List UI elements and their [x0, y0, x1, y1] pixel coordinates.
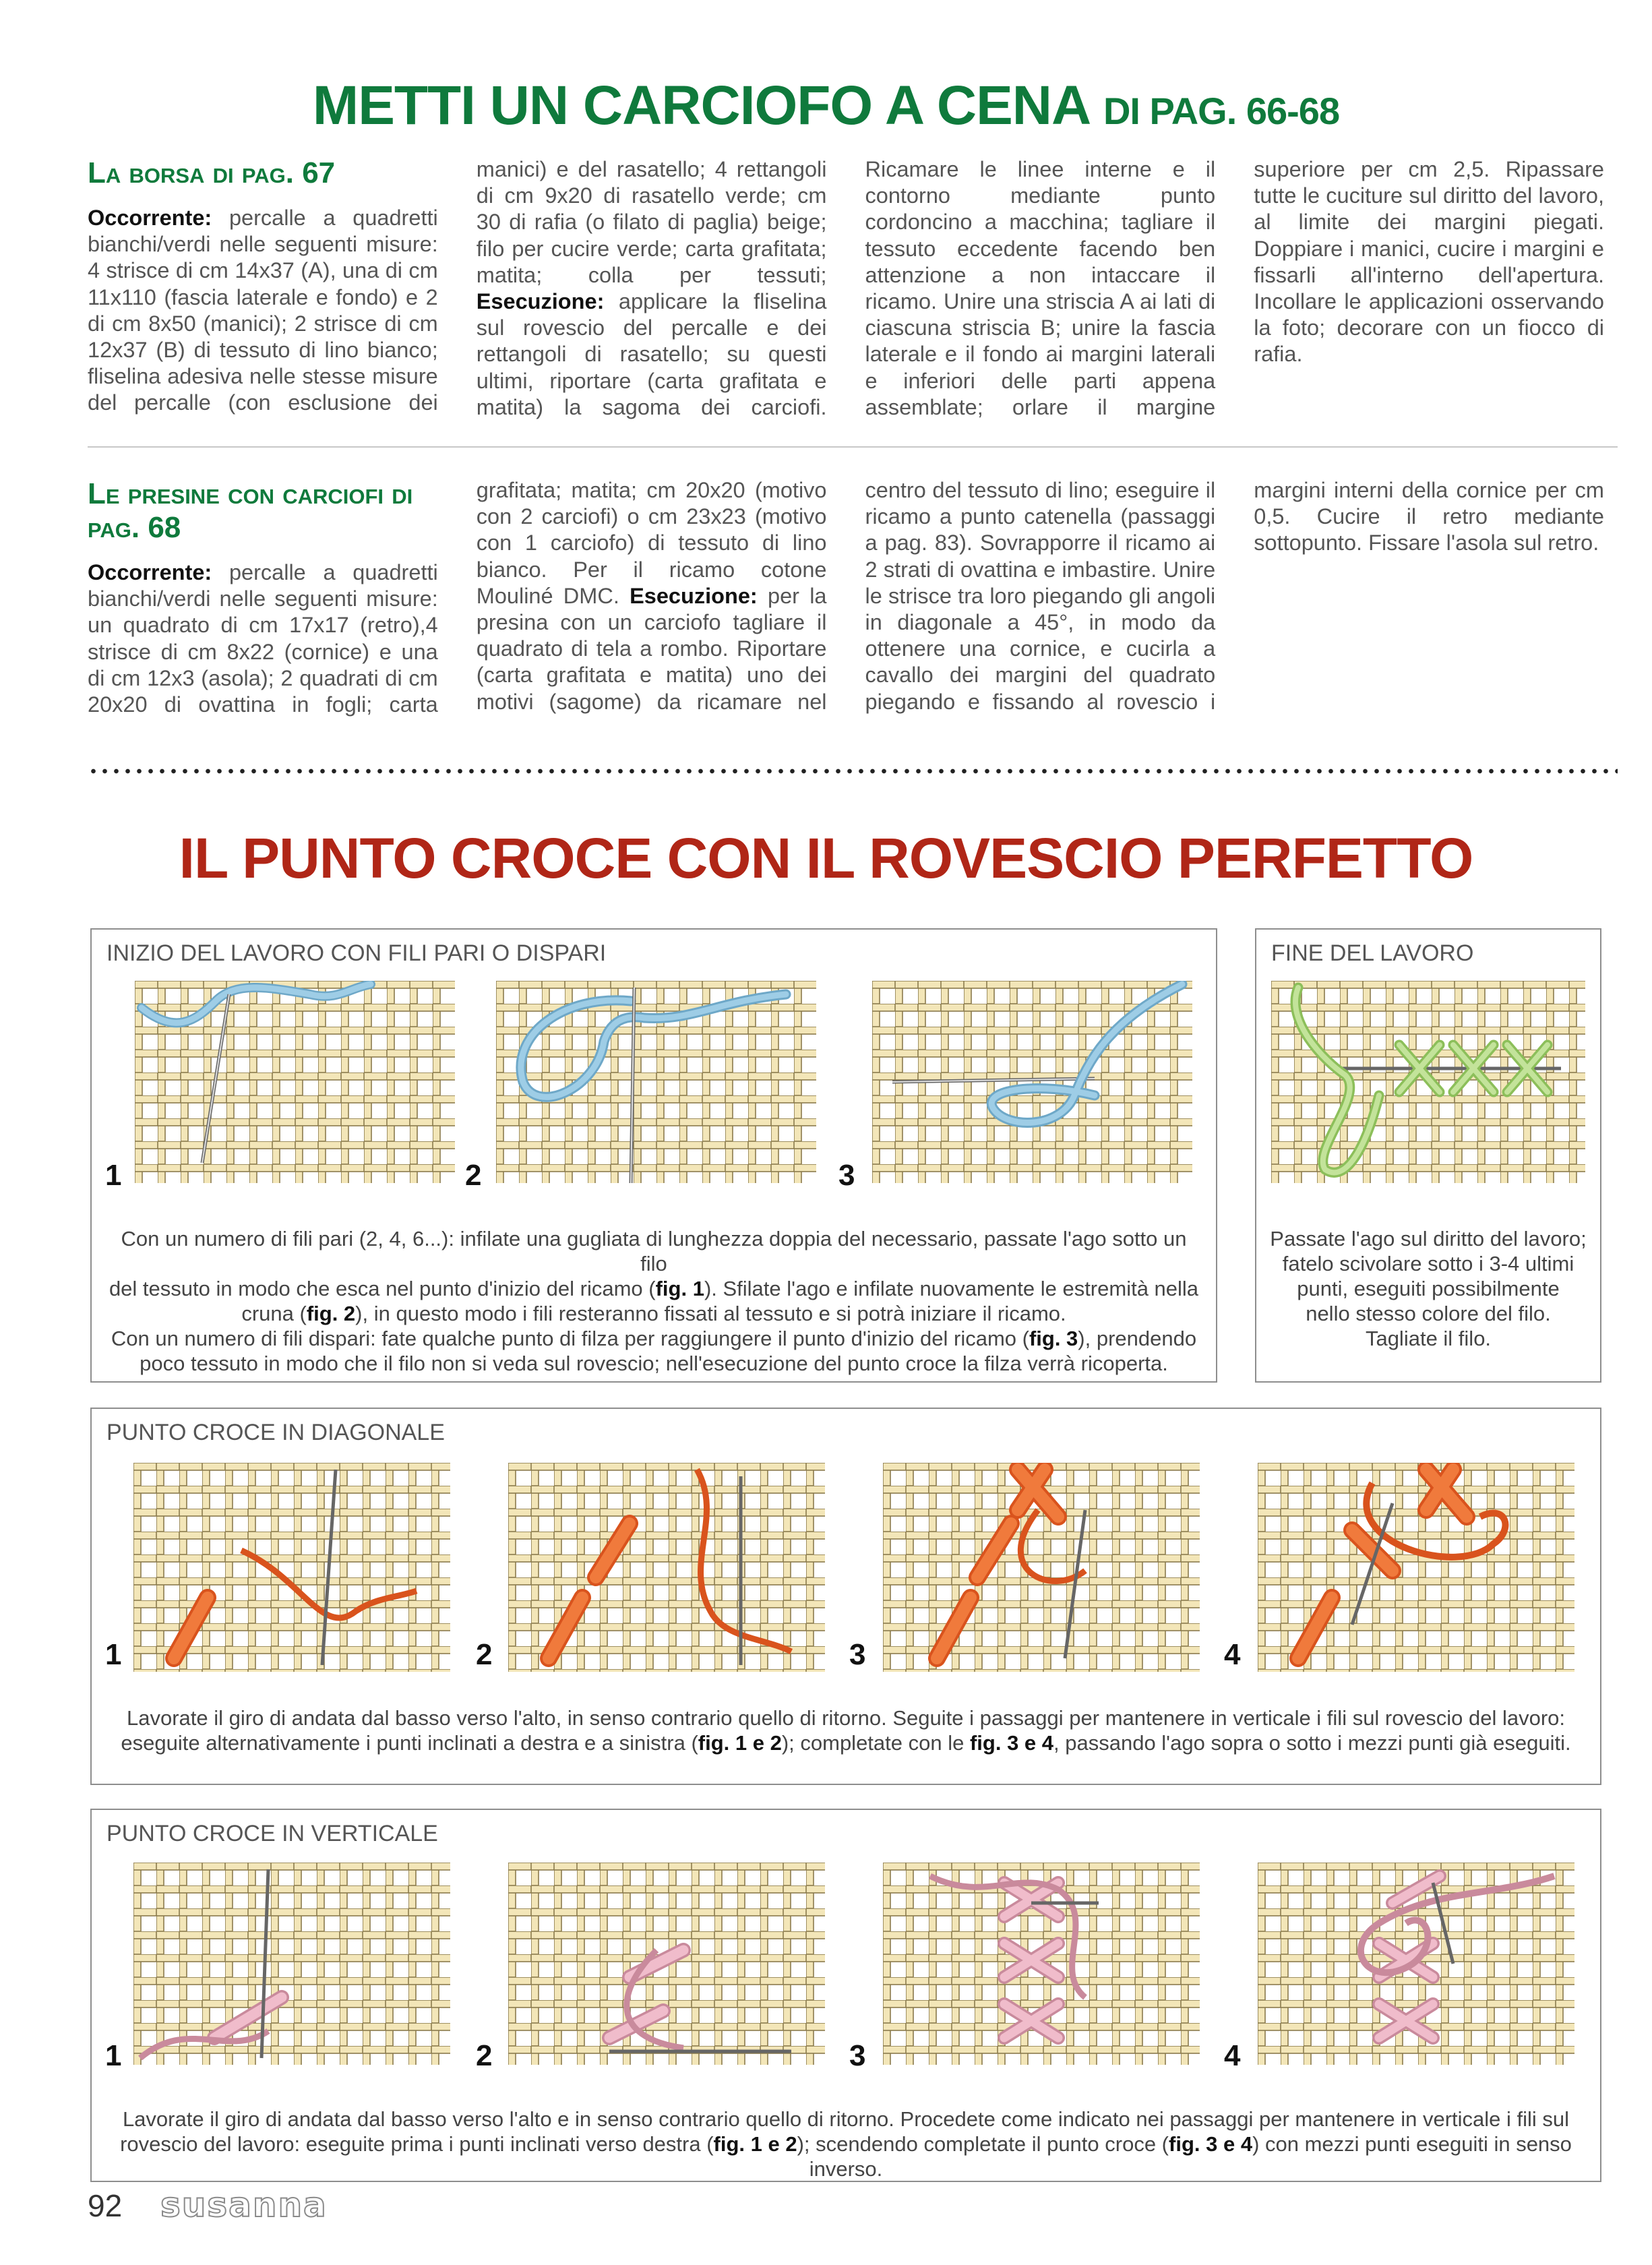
caption-text: Con un numero di fili dispari: fate qualche punto di filza per raggiungere il punto d'inizio del ricamo ( [111, 1327, 1029, 1350]
fig-ref: fig. 1 [655, 1277, 704, 1300]
section-divider [88, 446, 1618, 448]
caption-text: ). Sfilate l'ago e infilate nuovamente le estremità nella [704, 1277, 1199, 1300]
fig-inizio-1 [135, 981, 455, 1183]
panel-fine-caption [1263, 1226, 1593, 1351]
caption-text: ) con mezzi punti eseguiti in senso inverso. [809, 2132, 1572, 2181]
presine-heading: Le presine con carciofi di pag. 68 [88, 477, 413, 544]
caption-line [105, 2132, 1587, 2181]
presine-occ-label: Occorrente: [88, 560, 212, 584]
panel-inizio-caption [105, 1226, 1202, 1376]
borsa-occ-text: percalle a quadretti bianchi/verdi nelle seguenti misure: 4 strisce di cm 14x37 (A), una di cm 11x110 (fascia laterale e fondo) e 2 di cm 8x50 (manici); 2 strisce di cm 12x37 (B) di tessuto di lino bianco; fliselina adesiva nelle stesse misure del percalle (con esclusione dei manici) e del rasatello; 4 rettangoli di cm 9x20 di rasatello verde; cm 30 di rafia (o filato di paglia) beige; filo per cucire verde; carta grafitata; matita; colla per tessuti; [88, 157, 827, 415]
article-title-main: METTI UN CARCIOFO A CENA [312, 75, 1089, 136]
fig-number: 3 [849, 2039, 866, 2072]
caption-line [105, 1301, 1202, 1326]
borsa-occ-label: Occorrente: [88, 206, 212, 230]
caption-line: Lavorate il giro di andata dal basso verso l'alto e in senso contrario quello di ritorno. Procedete come indicato nei passaggi per mantenere in verticale i fili sul [122, 2107, 1570, 2131]
fig-verticale-4 [1258, 1863, 1574, 2065]
fig-ref: fig. 2 [306, 1302, 356, 1325]
borsa-text-block [88, 156, 1604, 436]
borsa-exe-label: Esecuzione: [476, 289, 605, 314]
caption-line [105, 1326, 1202, 1351]
fig-ref: fig. 3 [1029, 1327, 1078, 1350]
panel-verticale [90, 1809, 1601, 2182]
magazine-brand: susanna [160, 2185, 328, 2225]
presine-exe-text: per la presina con un carciofo tagliare il quadrato di tela a rombo. Riportare (carta grafitata e matita) uno dei motivi (sagome) da ricamare nel centro del tessuto di lino; eseguire il ricamo a punto catenella (passaggi a pag. 83). Sovrapporre il ricamo ai 2 strati di ovattina e imbastire. Unire le strisce tra loro piegando gli angoli in diagonale a 45°, in modo da ottenere una cornice, e cucirla a cavallo dei margini del quadrato piegando e fissando al rovescio i margini interni della cornice per cm 0,5. Cucire il retro mediante sottopunto. Fissare l'asola sul retro. [476, 478, 1604, 714]
fig-ref: fig. 3 e 4 [969, 1731, 1054, 1755]
fig-number: 3 [849, 1638, 866, 1671]
fig-number: 1 [105, 1638, 122, 1671]
caption-line: Passate l'ago sul diritto del lavoro; [1270, 1227, 1587, 1250]
fig-number: 2 [476, 1638, 493, 1671]
fig-number: 2 [476, 2039, 493, 2072]
cross-stitch-title: IL PUNTO CROCE CON IL ROVESCIO PERFETTO [179, 826, 1473, 890]
panel-inizio [90, 928, 1217, 1383]
fig-verticale-3 [883, 1863, 1200, 2065]
panel-fine [1255, 928, 1601, 1383]
article-title-page-ref: DI PAG. 66-68 [1103, 90, 1340, 132]
caption-text: del tessuto in modo che esca nel punto d'inizio del ricamo ( [109, 1277, 656, 1300]
presine-occ-text: percalle a quadretti bianchi/verdi nelle seguenti misure: un quadrato di cm 17x17 (retro),4 strisce di cm 8x22 (cornice) e una di cm 12x3 (asola); 2 quadrati di cm 20x20 di ovattina in fogli; carta grafitata; matita; cm 20x20 (motivo con 2 carciofi) o cm 23x23 (motivo con 1 carciofo) di tessuto di lino bianco. Per il ricamo cotone Mouliné DMC. [88, 478, 827, 717]
caption-line: Lavorate il giro di andata dal basso verso l'alto, in senso contrario quello di ritorno. Seguite i passaggi per mantenere in verticale i fili sul rovescio del lavoro: [126, 1706, 1566, 1730]
fig-diagonale-2 [508, 1463, 825, 1672]
caption-line: fatelo scivolare sotto i 3-4 ultimi [1282, 1252, 1574, 1275]
caption-text: cruna ( [241, 1302, 307, 1325]
borsa-exe-text: applicare la fliselina sul rovescio del percalle e dei rettangoli di rasatello; su questi ultimi, riportare (carta grafitata e matita) la sagoma dei carciofi. Ricamare le linee interne e il contorno mediante punto cordoncino a macchina; tagliare il tessuto eccedente facendo ben attenzione a non intaccare il ricamo. Unire una striscia A ai lati di ciascuna striscia B; unire la fascia laterale e il fondo ai margini laterali e inferiori delle parti appena assemblate; orlare il margine superiore per cm 2,5. Ripassare tutte le cuciture sul diritto del lavoro, al limite dei margini piegati. Doppiare i manici, cucire i margini e fissarli all'interno dell'apertura. Incollare le applicazioni osservando la foto; decorare con un fiocco di rafia. [476, 157, 1604, 419]
caption-line: Tagliate il filo. [1365, 1327, 1492, 1350]
fig-number: 4 [1224, 1638, 1241, 1671]
fig-number: 3 [838, 1159, 855, 1192]
caption-text: ), in questo modo i fili resteranno fissati al tessuto e si potrà iniziare il ricamo. [355, 1302, 1066, 1325]
fig-inizio-3 [872, 981, 1192, 1183]
presine-text-block [88, 477, 1604, 730]
caption-text: rovescio del lavoro: eseguite prima i punti inclinati verso destra ( [120, 2132, 714, 2156]
caption-text: ), prendendo [1078, 1327, 1197, 1350]
panel-diagonale-title: PUNTO CROCE IN DIAGONALE [106, 1420, 445, 1445]
panel-verticale-caption [105, 2107, 1587, 2181]
panel-fine-title: FINE DEL LAVORO [1271, 940, 1474, 966]
fig-verticale-1 [133, 1863, 450, 2065]
caption-line: Con un numero di fili pari (2, 4, 6...): infilate una gugliata di lunghezza doppia del necessario, passate l'ago sotto un filo [121, 1227, 1187, 1275]
caption-text: eseguite alternativamente i punti inclinati a destra e a sinistra ( [121, 1731, 698, 1755]
fig-ref: fig. 1 e 2 [698, 1731, 782, 1755]
fig-verticale-2 [508, 1863, 825, 2065]
fig-fine [1271, 981, 1585, 1183]
caption-line [105, 1276, 1202, 1301]
page-number: 92 [88, 2188, 123, 2223]
article-title [0, 74, 1652, 138]
fig-inizio-2 [496, 981, 816, 1183]
caption-text: , passando l'ago sopra o sotto i mezzi punti già eseguiti. [1053, 1731, 1571, 1755]
panel-inizio-title: INIZIO DEL LAVORO CON FILI PARI O DISPARI [106, 940, 607, 966]
fig-ref: fig. 3 e 4 [1169, 2132, 1253, 2156]
borsa-paragraph [88, 156, 1604, 436]
caption-text: ); scendendo completate il punto croce ( [797, 2132, 1169, 2156]
caption-line [105, 1730, 1587, 1755]
fig-diagonale-4 [1258, 1463, 1574, 1672]
dotted-separator [88, 768, 1618, 774]
caption-line: punti, eseguiti possibilmente [1297, 1277, 1560, 1300]
caption-line: nello stesso colore del filo. [1306, 1302, 1551, 1325]
panel-diagonale-caption [105, 1705, 1587, 1755]
fig-diagonale-1 [133, 1463, 450, 1672]
panel-verticale-title: PUNTO CROCE IN VERTICALE [106, 1821, 438, 1846]
caption-line: poco tessuto in modo che il filo non si veda sul rovescio; nell'esecuzione del punto croce la filza verrà ricoperta. [140, 1352, 1168, 1375]
fig-ref: fig. 1 e 2 [713, 2132, 797, 2156]
fig-diagonale-3 [883, 1463, 1200, 1672]
panel-diagonale [90, 1408, 1601, 1785]
fig-number: 1 [105, 1159, 122, 1192]
fig-number: 2 [465, 1159, 482, 1192]
presine-exe-label: Esecuzione: [630, 583, 758, 608]
fig-number: 4 [1224, 2039, 1241, 2072]
caption-text: ); completate con le [781, 1731, 970, 1755]
fig-number: 1 [105, 2039, 122, 2072]
borsa-heading: La borsa di pag. 67 [88, 156, 336, 189]
